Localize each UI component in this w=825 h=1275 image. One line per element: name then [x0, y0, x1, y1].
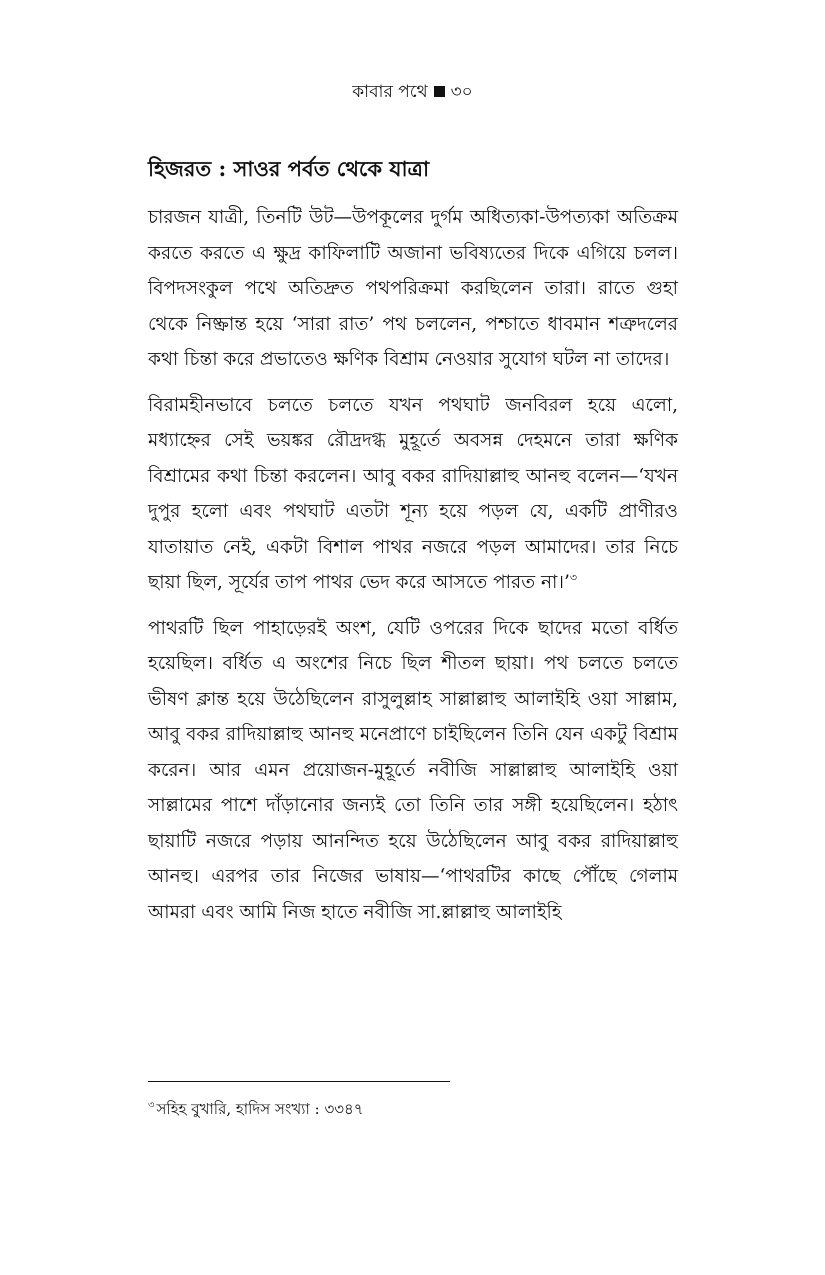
- paragraph-3-text: পাথরটি ছিল পাহাড়েরই অংশ, যেটি ওপরের দিকে ছাদের মতো বর্ধিত হয়েছিল। বর্ধিত এ অংশের নিচে ছিল শীতল ছায়া। পথ চলতে চলতে ভীষণ ক্লান্ত হয়ে উঠেছিলেন রাসুলুল্লাহ সাল্লাল্লাহু আলাইহি ওয়া সাল্লাম, আবু বকর রাদিয়াল্লাহু আনহু মনেপ্রাণে চাইছিলেন তিনি যেন একটু বিশ্রাম করেন। আর এমন প্রয়োজন-মুহূর্তে নবীজি সাল্লাল্লাহু আলাইহি ওয়া সাল্লামের পাশে দাঁড়ানোর জন্যই তো তিনি তার সঙ্গী হয়েছিলেন। হঠাৎ ছায়াটি নজরে পড়ায় আনন্দিত হয়ে উঠেছিলেন আবু বকর রাদিয়াল্লাহু আনহু। এরপর তার নিজের ভাষায়—‘পাথরটির কাছে পৌঁছে গেলাম আমরা এবং আমি নিজ হাতে নবীজি সা.ল্লাল্লাহু আলাইহি: [148, 617, 678, 923]
- paragraph-2-text: বিরামহীনভাবে চলতে চলতে যখন পথঘাট জনবিরল হয়ে এলো, মধ্যাহ্নের সেই ভয়ঙ্কর রৌদ্রদগ্ধ মুহূর্তে অবসন্ন দেহমনে তারা ক্ষণিক বিশ্রামের কথা চিন্তা করলেন। আবু বকর রাদিয়াল্লাহু আনহু বলেন—‘যখন দুপুর হলো এবং পথঘাট এতটা শূন্য হয়ে পড়ল যে, একটি প্রাণীরও যাতায়াত নেই, একটা বিশাল পাথর নজরে পড়ল আমাদের। তার নিচে ছায়া ছিল, সূর্যের তাপ পাথর ভেদ করে আসতে পারত না।’: [148, 394, 678, 593]
- running-title: কাবার পথে: [352, 82, 428, 102]
- footnote-divider: [148, 1081, 450, 1082]
- paragraph-3: [148, 611, 678, 931]
- footnote: [148, 1098, 678, 1120]
- running-header: [0, 80, 825, 104]
- footnote-reference[interactable]: ৩: [569, 570, 578, 584]
- footnote-mark: ৩: [148, 1100, 155, 1111]
- paragraph-1: [148, 200, 678, 378]
- paragraph-2: [148, 388, 678, 601]
- body-text: [148, 200, 678, 940]
- paragraph-1-text: চারজন যাত্রী, তিনটি উট—উপকূলের দুর্গম অধিত্যকা-উপত্যকা অতিক্রম করতে করতে এ ক্ষুদ্র কাফিলাটি অজানা ভবিষ্যতের দিকে এগিয়ে চলল। বিপদসংকুল পথে অতিদ্রুত পথপরিক্রমা করছিলেন তারা। রাতে গুহা থেকে নিষ্ক্রান্ত হয়ে ‘সারা রাত’ পথ চললেন, পশ্চাতে ধাবমান শত্রুদলের কথা চিন্তা করে প্রভাতেও ক্ষণিক বিশ্রাম নেওয়ার সুযোগ ঘটল না তাদের।: [148, 207, 678, 370]
- section-heading: হিজরত : সাওর পর্বত থেকে যাত্রা: [148, 156, 430, 181]
- separator-square-icon: [434, 86, 445, 97]
- page-number: ৩০: [450, 82, 473, 102]
- footnote-text: সহিহ বুখারি, হাদিস সংখ্যা : ৩৩৪৭: [156, 1100, 364, 1118]
